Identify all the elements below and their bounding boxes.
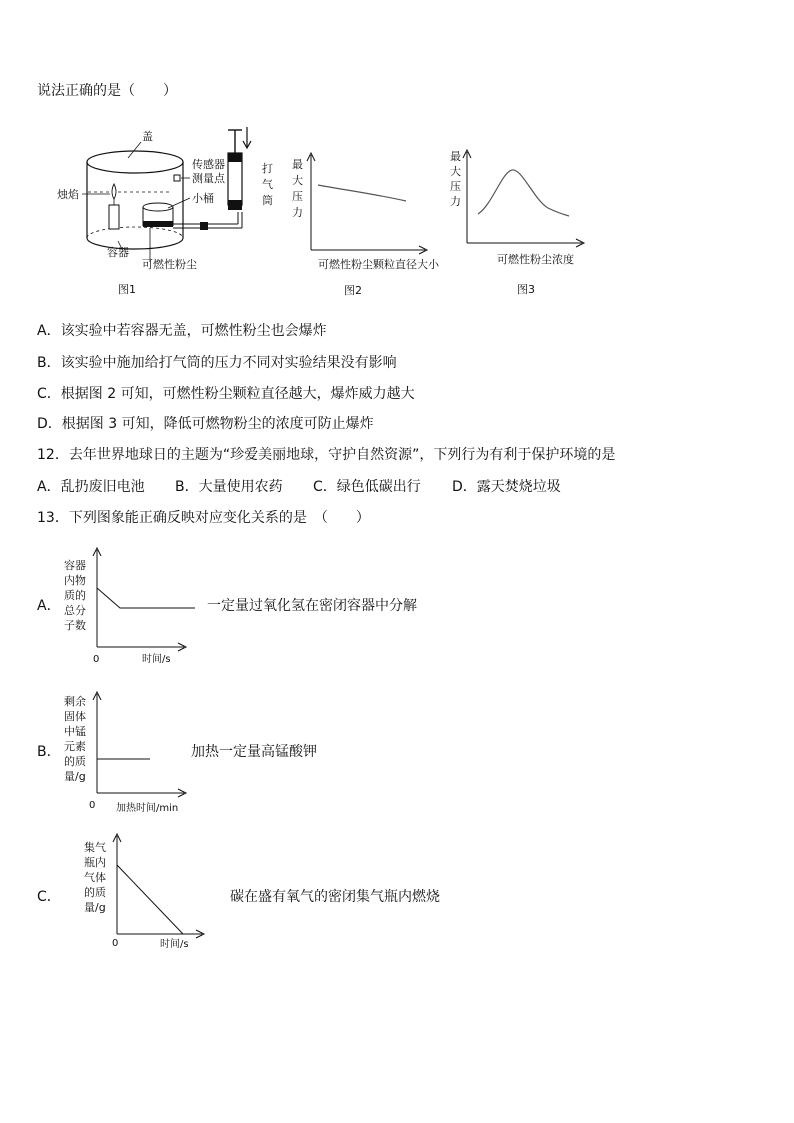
q13-b-letter: B． (37, 744, 61, 760)
q13-c-xlabel: 时间/s (160, 939, 189, 950)
q13-stem: 13．下列图象能正确反映对应变化关系的是 （ ） (37, 510, 370, 526)
fig1-label-flame: 烛焰 (57, 188, 79, 201)
q13-b-origin: 0 (89, 800, 96, 811)
fig1-caption: 图1 (118, 283, 136, 296)
q13-c-ylabel-4: 的质 (84, 886, 106, 899)
q13-a-letter: A． (37, 598, 61, 614)
fig1-label-pump-2: 气 (262, 178, 273, 191)
q13-b-ylabel-6: 量/g (64, 770, 86, 783)
fig1-label-container: 容器 (107, 246, 129, 259)
q13-b-xlabel: 加热时间/min (116, 803, 179, 814)
q13-c-letter: C． (37, 889, 61, 905)
fig1-label-dust: 可燃性粉尘 (142, 258, 197, 271)
q13-b-desc: 加热一定量高锰酸钾 (191, 744, 317, 760)
q13-c-ylabel-1: 集气 (84, 841, 106, 854)
fig2-ylabel-1: 最 (292, 158, 303, 171)
q13-c-desc: 碳在盛有氧气的密闭集气瓶内燃烧 (230, 889, 440, 905)
question-intro: 说法正确的是（ ） (37, 83, 177, 99)
fig2-caption: 图2 (344, 284, 362, 297)
fig1-label-bucket: 小桶 (192, 192, 214, 205)
q13-b-ylabel-3: 中锰 (64, 725, 86, 738)
fig2-ylabel-4: 力 (292, 206, 303, 219)
fig1-label-sensor-1: 传感器 (192, 158, 225, 171)
fig3-ylabel-1: 最 (450, 150, 461, 163)
fig3-ylabel-4: 力 (450, 195, 461, 208)
fig3-ylabel-2: 大 (450, 165, 461, 178)
q13-c-ylabel-2: 瓶内 (84, 856, 106, 869)
fig2-xlabel: 可燃性粉尘颗粒直径大小 (318, 258, 439, 271)
q13-c-origin: 0 (112, 938, 119, 949)
fig1-label-lid: 盖 (142, 130, 153, 143)
q13-a-origin: 0 (93, 654, 100, 665)
q13-a-ylabel-2: 内物 (64, 574, 86, 587)
q13-a-desc: 一定量过氧化氢在密闭容器中分解 (207, 598, 417, 614)
fig2-ylabel-2: 大 (292, 174, 303, 187)
fig1-label-pump-3: 筒 (262, 194, 273, 207)
q11-option-a: A．该实验中若容器无盖，可燃性粉尘也会爆炸 (37, 323, 327, 339)
q11-option-c: C．根据图 2 可知，可燃性粉尘颗粒直径越大，爆炸威力越大 (37, 386, 415, 402)
q11-option-d: D．根据图 3 可知，降低可燃物粉尘的浓度可防止爆炸 (37, 416, 374, 432)
q13-b-ylabel-5: 的质 (64, 755, 86, 768)
q12-option-d: D．露天焚烧垃圾 (452, 479, 561, 495)
fig2-ylabel-3: 压 (292, 190, 303, 203)
q12-option-b: B．大量使用农药 (175, 479, 283, 495)
q13-a-ylabel-5: 子数 (64, 619, 86, 632)
q11-option-b: B．该实验中施加给打气筒的压力不同对实验结果没有影响 (37, 355, 397, 371)
q13-c-ylabel-5: 量/g (84, 901, 106, 914)
fig1-label-sensor-2: 测量点 (192, 172, 225, 185)
fig3-ylabel-3: 压 (450, 180, 461, 193)
q13-b-ylabel-4: 元素 (64, 740, 86, 753)
fig3-xlabel: 可燃性粉尘浓度 (497, 253, 574, 266)
q13-c-ylabel-3: 气体 (84, 871, 106, 884)
q13-a-ylabel-1: 容器 (64, 559, 86, 572)
fig3-caption: 图3 (517, 283, 535, 296)
q13-b-ylabel-2: 固体 (64, 710, 86, 723)
q13-a-ylabel-3: 质的 (64, 589, 86, 602)
fig1-label-pump-1: 打 (262, 162, 273, 175)
q13-a-ylabel-4: 总分 (64, 604, 86, 617)
q13-b-ylabel-1: 剩余 (64, 695, 86, 708)
q12-option-c: C．绿色低碳出行 (313, 479, 421, 495)
q12-stem: 12．去年世界地球日的主题为“珍爱美丽地球，守护自然资源”，下列行为有利于保护环境的是 (37, 447, 616, 463)
q12-option-a: A．乱扔废旧电池 (37, 479, 145, 495)
q13-a-xlabel: 时间/s (142, 654, 171, 665)
